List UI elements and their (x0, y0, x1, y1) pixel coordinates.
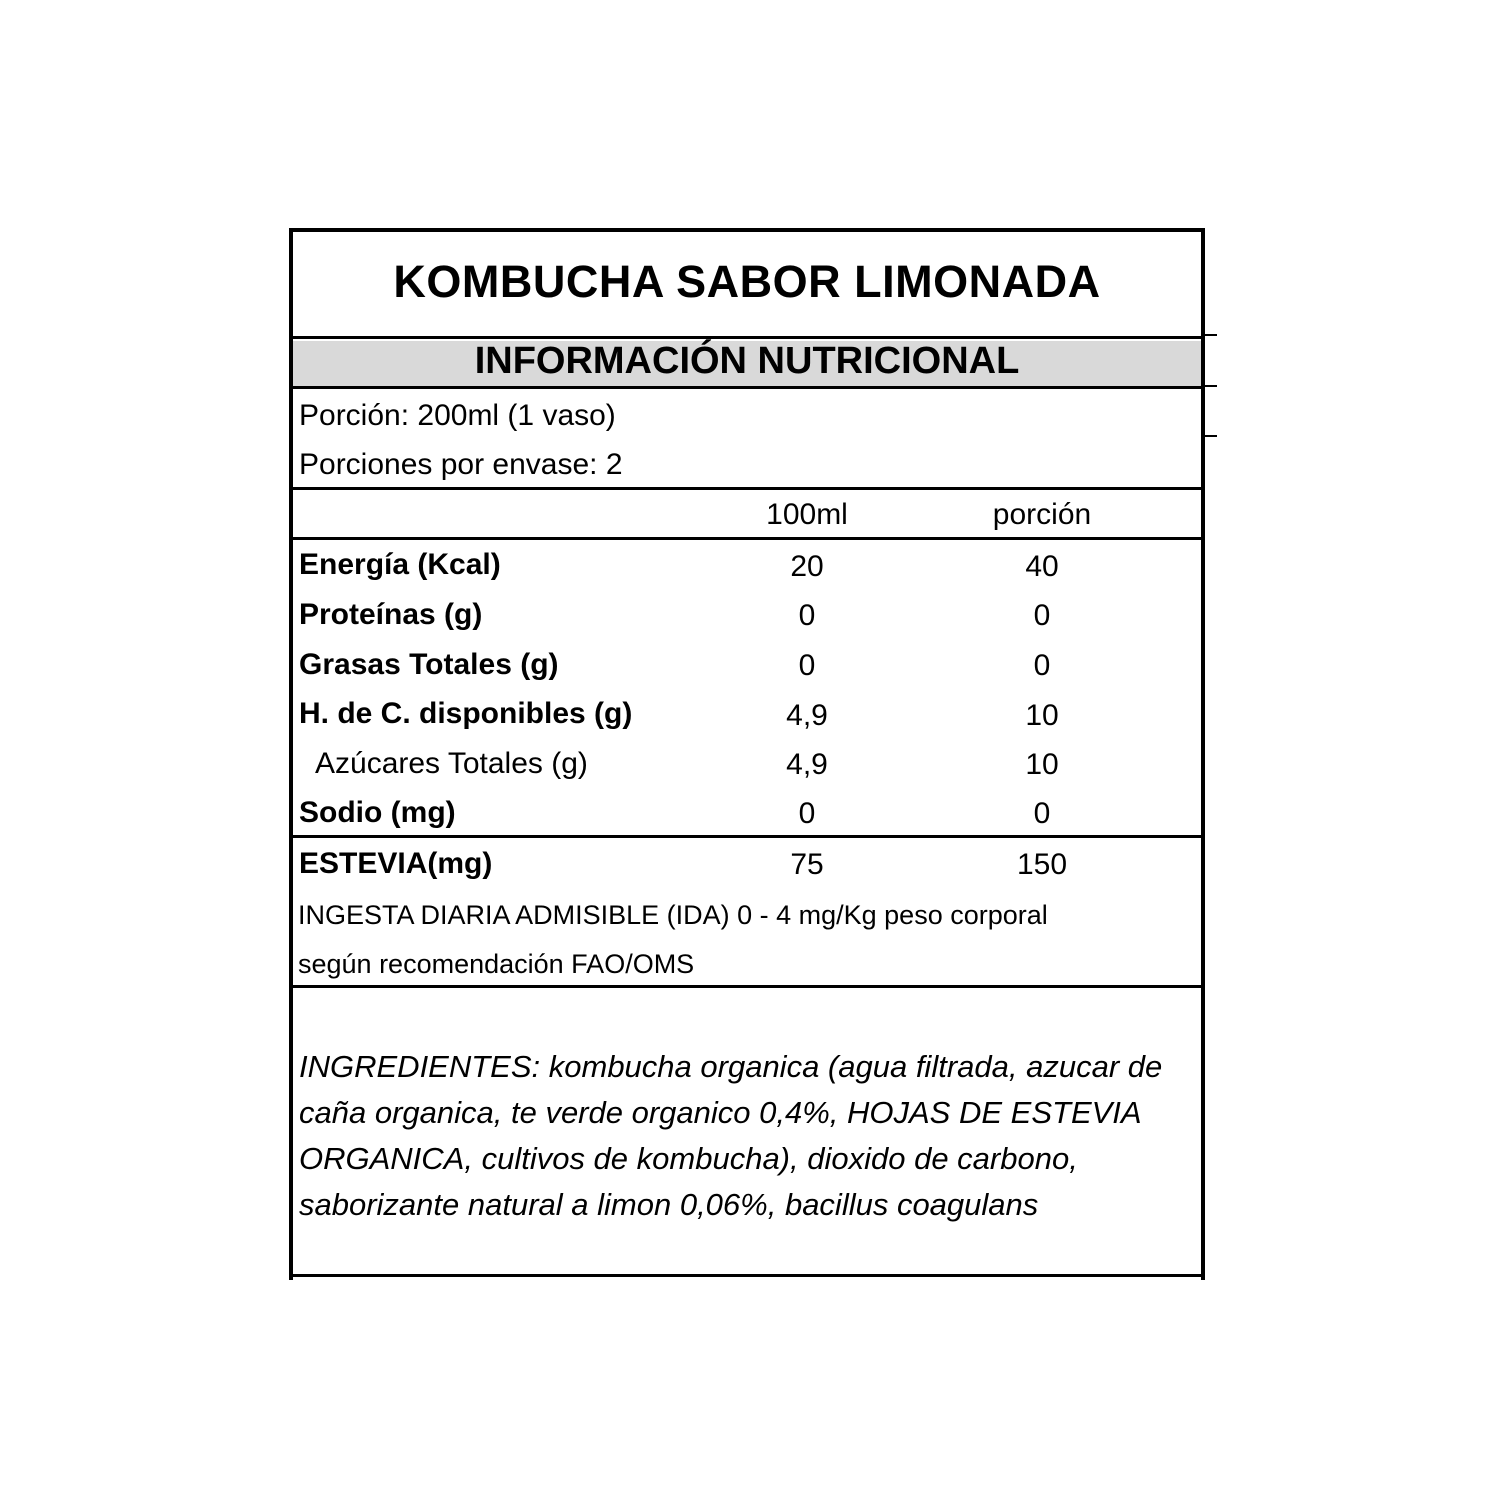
portion-size: Porción: 200ml (1 vaso) (299, 399, 616, 432)
section-title: INFORMACIÓN NUTRICIONAL (474, 340, 1020, 382)
nutrition-label (289, 228, 1205, 1280)
nutrient-label: Proteínas (g) (299, 598, 483, 631)
divider (293, 835, 1201, 838)
nutrient-value-100ml: 4,9 (786, 699, 828, 732)
nutrient-label: Energía (Kcal) (299, 548, 501, 581)
servings-per-container: Porciones por envase: 2 (299, 448, 623, 481)
nutrient-value-100ml: 20 (790, 550, 824, 583)
product-title: KOMBUCHA SABOR LIMONADA (393, 256, 1101, 307)
nutrient-value-100ml: 4,9 (786, 748, 828, 781)
nutrient-label: Sodio (mg) (299, 796, 456, 829)
edge-tick (1205, 435, 1217, 437)
ida-note-line2: según recomendación FAO/OMS (298, 949, 695, 979)
nutrient-value-100ml: 0 (798, 797, 816, 830)
nutrient-value-portion: 10 (1025, 748, 1059, 781)
edge-tick (1205, 334, 1217, 336)
column-header-portion: porción (992, 498, 1092, 531)
nutrient-value-100ml: 0 (798, 599, 816, 632)
divider (293, 386, 1201, 389)
nutrient-label: Azúcares Totales (g) (315, 747, 588, 780)
nutrient-label: H. de C. disponibles (g) (299, 697, 633, 730)
divider (293, 985, 1201, 988)
nutrient-value-portion: 0 (1033, 649, 1051, 682)
nutrient-value-portion: 40 (1025, 550, 1059, 583)
stevia-value-100ml: 75 (790, 848, 824, 881)
stevia-value-portion: 150 (1016, 848, 1068, 881)
divider (293, 537, 1201, 540)
nutrient-value-portion: 0 (1033, 599, 1051, 632)
nutrient-value-100ml: 0 (798, 649, 816, 682)
divider (293, 336, 1201, 339)
nutrient-label: Grasas Totales (g) (299, 648, 559, 681)
nutrient-value-portion: 10 (1025, 699, 1059, 732)
bottom-border (293, 1274, 1201, 1277)
ida-note-line1: INGESTA DIARIA ADMISIBLE (IDA) 0 - 4 mg/Kg peso corporal (298, 900, 1048, 930)
nutrient-value-portion: 0 (1033, 797, 1051, 830)
stevia-label: ESTEVIA(mg) (299, 847, 493, 880)
divider (293, 487, 1201, 490)
ingredients-text: INGREDIENTES: kombucha organica (agua filtrada, azucar de caña organica, te verde organico 0,4%, HOJAS DE ESTEVIA ORGANICA, cultivos de kombucha), dioxido de carbono, saborizante natural a limon 0,06%, bacillus coagulans (299, 1049, 1163, 1222)
column-header-100ml: 100ml (766, 498, 848, 531)
edge-tick (1205, 385, 1217, 387)
